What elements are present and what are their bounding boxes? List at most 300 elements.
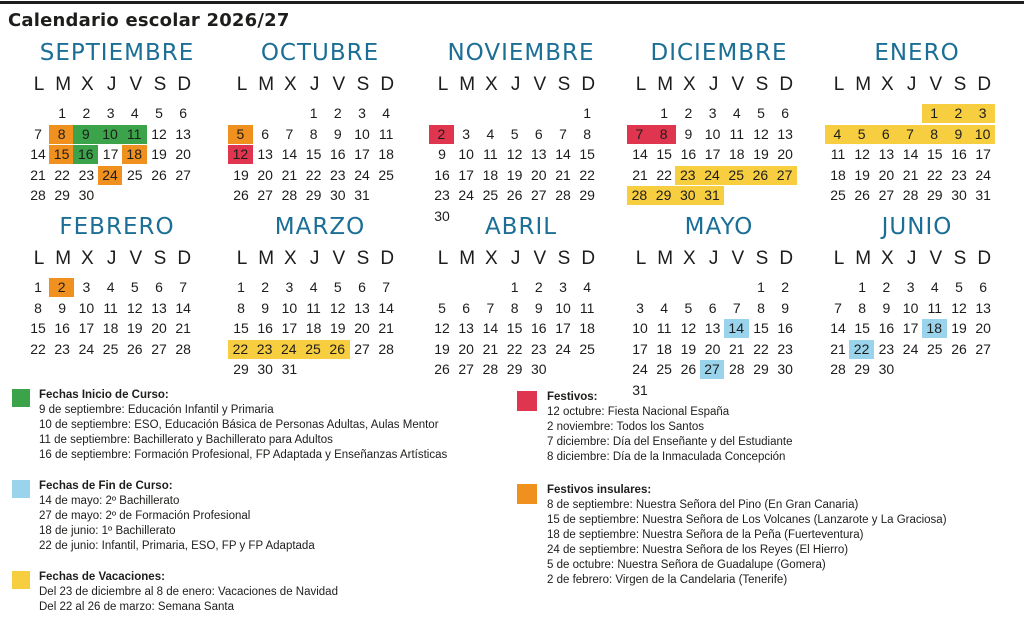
legend-red-swatch — [517, 391, 537, 411]
day-cell: 30 — [330, 187, 346, 203]
day-cell-yellow: 26 — [748, 166, 773, 185]
day-cell: 17 — [632, 340, 648, 357]
weekday-header: V — [929, 74, 943, 95]
day-cell: 1 — [34, 279, 42, 295]
day-cell: 22 — [579, 166, 595, 183]
day-cell: 31 — [975, 187, 991, 203]
day-cell: 24 — [354, 166, 370, 183]
month-title: FEBRERO — [59, 214, 175, 240]
weekday-header: L — [236, 74, 248, 95]
day-cell: 18 — [830, 166, 846, 183]
day-cell-orange: 18 — [122, 145, 147, 164]
day-cell: 20 — [531, 166, 547, 183]
day-cell: 24 — [902, 340, 919, 357]
day-cell: 17 — [704, 146, 721, 162]
day-cell: 20 — [354, 320, 370, 336]
weekday-header: X — [284, 74, 297, 95]
day-cell: 15 — [305, 146, 322, 162]
legend-line: 7 diciembre: Día del Enseñante y del Estudiante — [547, 436, 793, 448]
weekday-header: X — [81, 74, 94, 95]
weekday-header: M — [258, 248, 275, 269]
day-cell: 9 — [438, 146, 446, 162]
day-cell: 30 — [531, 361, 547, 377]
day-cell: 13 — [458, 320, 474, 336]
day-cell: 17 — [281, 320, 298, 336]
day-cell: 22 — [54, 166, 70, 183]
day-cell-yellow: 5 — [849, 125, 874, 144]
day-cell: 27 — [151, 340, 167, 357]
day-cell: 22 — [30, 340, 46, 357]
day-cell: 3 — [462, 125, 471, 142]
day-cell: 31 — [281, 361, 298, 377]
day-cell: 11 — [103, 299, 118, 316]
weekday-header: X — [485, 74, 498, 95]
day-cell: 16 — [257, 320, 273, 336]
day-cell: 26 — [680, 361, 697, 377]
day-cell: 18 — [729, 146, 745, 162]
day-cell: 10 — [78, 299, 95, 316]
day-cell: 28 — [378, 340, 394, 357]
day-cell: 16 — [434, 166, 450, 183]
day-cell: 1 — [583, 105, 592, 121]
day-cell-green: 11 — [122, 125, 147, 144]
day-cell: 20 — [151, 320, 167, 336]
day-cell-blue: 14 — [724, 319, 749, 338]
day-cell: 12 — [330, 299, 346, 316]
weekday-header: M — [855, 74, 872, 95]
weekday-header: S — [953, 74, 967, 95]
legend-line: 22 de junio: Infantil, Primaria, ESO, FP y FP Adaptada — [39, 540, 315, 552]
legend-title: Festivos: — [547, 391, 598, 403]
day-cell: 4 — [930, 279, 939, 295]
legend-title: Fechas Inicio de Curso: — [39, 389, 169, 401]
weekday-header: V — [731, 248, 745, 269]
day-cell: 29 — [305, 187, 322, 203]
day-cell: 30 — [78, 187, 95, 203]
weekday-header: L — [33, 74, 45, 95]
day-cell: 23 — [78, 166, 95, 183]
weekday-header: D — [581, 74, 596, 95]
weekday-header: M — [258, 74, 275, 95]
legend-yellow-swatch — [12, 571, 30, 589]
weekday-header: S — [153, 248, 167, 269]
day-cell: 28 — [175, 340, 191, 357]
weekday-header: D — [177, 74, 192, 95]
weekday-header: J — [309, 74, 320, 95]
day-cell-yellow: 28 — [627, 186, 652, 205]
day-cell-yellow: 9 — [946, 125, 971, 144]
day-cell: 12 — [506, 146, 523, 162]
weekday-header: J — [906, 74, 917, 95]
day-cell: 1 — [309, 105, 318, 121]
day-cell: 14 — [378, 299, 394, 316]
day-cell: 14 — [902, 146, 919, 162]
month-title: OCTUBRE — [260, 40, 380, 66]
month-title: MAYO — [684, 214, 754, 240]
weekday-header: D — [380, 74, 395, 95]
day-cell: 31 — [632, 381, 648, 398]
day-cell: 8 — [757, 299, 765, 316]
day-cell: 21 — [30, 166, 46, 183]
day-cell: 4 — [583, 279, 592, 295]
month-title: JUNIO — [881, 214, 953, 240]
day-cell: 28 — [902, 187, 919, 203]
day-cell: 25 — [830, 187, 846, 203]
day-cell: 14 — [555, 146, 571, 162]
day-cell: 23 — [434, 187, 450, 203]
weekday-header: X — [81, 248, 94, 269]
day-cell: 17 — [902, 320, 919, 336]
day-cell: 11 — [306, 299, 321, 316]
day-cell: 4 — [486, 125, 495, 142]
day-cell: 1 — [510, 279, 519, 295]
day-cell: 2 — [781, 279, 790, 295]
weekday-header: M — [657, 248, 674, 269]
day-cell: 24 — [632, 361, 648, 377]
day-cell: 4 — [106, 279, 115, 295]
day-cell: 8 — [858, 299, 867, 316]
weekday-header: D — [779, 74, 794, 95]
day-cell: 26 — [151, 166, 167, 183]
day-cell: 17 — [458, 166, 474, 183]
day-cell: 19 — [506, 166, 523, 183]
page-title: Calendario escolar 2026/27 — [8, 10, 290, 31]
day-cell-yellow: 25 — [301, 340, 326, 359]
day-cell: 10 — [281, 299, 298, 316]
day-cell: 24 — [555, 340, 571, 357]
day-cell: 19 — [680, 340, 697, 357]
day-cell: 30 — [951, 187, 967, 203]
day-cell: 7 — [179, 279, 188, 295]
day-cell: 10 — [902, 299, 919, 316]
legend-line: 24 de septiembre: Nuestra Señora de los Reyes (El Hierro) — [547, 544, 849, 556]
day-cell: 20 — [257, 166, 273, 183]
day-cell: 19 — [151, 146, 167, 162]
day-cell: 29 — [854, 361, 870, 377]
legend-title: Festivos insulares: — [547, 484, 652, 496]
day-cell: 11 — [656, 320, 672, 336]
day-cell: 6 — [781, 105, 790, 121]
legend-title: Fechas de Fin de Curso: — [39, 480, 173, 492]
weekday-header: V — [332, 74, 346, 95]
day-cell: 20 — [878, 166, 895, 183]
day-cell: 23 — [330, 166, 346, 183]
day-cell: 5 — [955, 279, 963, 295]
day-cell: 3 — [906, 279, 915, 295]
day-cell: 26 — [854, 187, 870, 203]
weekday-header: L — [437, 248, 449, 269]
day-cell: 27 — [257, 187, 273, 203]
day-cell: 20 — [458, 340, 474, 357]
day-cell: 12 — [680, 320, 697, 336]
day-cell: 17 — [975, 146, 991, 162]
day-cell: 6 — [261, 125, 270, 142]
day-cell: 18 — [102, 320, 119, 336]
day-cell: 23 — [531, 340, 547, 357]
month-title: MARZO — [274, 214, 366, 240]
weekday-header: V — [129, 74, 143, 95]
weekday-header: J — [906, 248, 917, 269]
legend-line: 8 diciembre: Día de la Inmaculada Concepción — [547, 451, 786, 463]
day-cell: 11 — [830, 146, 846, 162]
day-cell: 24 — [458, 187, 474, 203]
day-cell: 25 — [927, 340, 943, 357]
day-cell: 20 — [704, 340, 721, 357]
day-cell: 10 — [704, 125, 721, 142]
day-cell: 30 — [257, 361, 273, 377]
day-cell: 5 — [333, 279, 342, 295]
day-cell: 11 — [927, 299, 943, 316]
day-cell: 13 — [531, 146, 547, 162]
day-cell: 10 — [632, 320, 648, 336]
day-cell-yellow: 10 — [970, 125, 995, 144]
day-cell-red: 12 — [228, 145, 253, 164]
day-cell: 3 — [559, 279, 567, 295]
day-cell-yellow: 31 — [700, 186, 725, 205]
day-cell: 1 — [757, 279, 765, 295]
day-cell: 21 — [175, 320, 191, 336]
legend-line: 9 de septiembre: Educación Infantil y Primaria — [39, 404, 274, 416]
day-cell: 26 — [506, 187, 523, 203]
day-cell: 18 — [579, 320, 595, 336]
day-cell-yellow: 7 — [898, 125, 923, 144]
day-cell: 15 — [927, 146, 943, 162]
day-cell: 27 — [878, 187, 895, 203]
day-cell-orange: 5 — [228, 125, 253, 144]
day-cell: 16 — [330, 146, 346, 162]
weekday-header: S — [153, 74, 167, 95]
day-cell-yellow: 29 — [651, 186, 676, 205]
day-cell-yellow: 24 — [700, 166, 725, 185]
day-cell: 22 — [305, 166, 322, 183]
day-cell: 17 — [78, 320, 95, 336]
day-cell: 18 — [482, 166, 499, 183]
day-cell-yellow: 3 — [970, 104, 995, 123]
day-cell: 6 — [979, 279, 988, 295]
top-rule — [0, 1, 1024, 4]
day-cell: 13 — [878, 146, 895, 162]
day-cell: 15 — [233, 320, 249, 336]
day-cell: 13 — [704, 320, 721, 336]
legend-line: 8 de septiembre: Nuestra Señora del Pino (En Gran Canaria) — [547, 499, 859, 511]
day-cell: 25 — [378, 166, 394, 183]
weekday-header: J — [510, 74, 521, 95]
day-cell-yellow: 8 — [922, 125, 947, 144]
legend-title: Fechas de Vacaciones: — [39, 571, 165, 583]
day-cell: 2 — [534, 279, 543, 295]
day-cell: 20 — [975, 320, 991, 336]
day-cell: 6 — [708, 299, 717, 316]
day-cell: 29 — [753, 361, 769, 377]
legend-orange-swatch — [517, 484, 537, 504]
day-cell: 28 — [555, 187, 571, 203]
weekday-header: J — [708, 248, 719, 269]
day-cell: 9 — [684, 125, 693, 142]
day-cell-blue: 27 — [700, 360, 725, 379]
day-cell: 28 — [482, 361, 499, 377]
day-cell: 22 — [753, 340, 769, 357]
day-cell: 30 — [777, 361, 793, 377]
day-cell: 21 — [902, 166, 919, 183]
day-cell: 5 — [438, 299, 446, 316]
day-cell: 6 — [358, 279, 366, 295]
weekday-header: J — [106, 248, 117, 269]
day-cell: 17 — [102, 146, 119, 162]
day-cell: 19 — [753, 146, 769, 162]
day-cell-blue: 18 — [922, 319, 947, 338]
day-cell-green: 10 — [98, 125, 123, 144]
day-cell: 28 — [830, 361, 846, 377]
day-cell: 7 — [834, 299, 842, 316]
day-cell: 1 — [237, 279, 245, 295]
day-cell: 29 — [506, 361, 523, 377]
weekday-header: L — [437, 74, 449, 95]
day-cell: 31 — [354, 187, 370, 203]
day-cell: 6 — [534, 125, 543, 142]
day-cell: 2 — [82, 105, 91, 121]
day-cell: 7 — [732, 299, 741, 316]
day-cell: 11 — [579, 299, 595, 316]
day-cell-yellow: 26 — [325, 340, 350, 359]
day-cell: 13 — [354, 299, 370, 316]
day-cell: 16 — [54, 320, 70, 336]
day-cell: 19 — [127, 320, 143, 336]
day-cell: 14 — [632, 146, 648, 162]
day-cell: 17 — [555, 320, 571, 336]
day-cell: 21 — [632, 166, 648, 183]
day-cell: 23 — [777, 340, 793, 357]
day-cell: 11 — [378, 125, 394, 142]
day-cell: 29 — [579, 187, 595, 203]
legend-line: 10 de septiembre: ESO, Educación Básica de Personas Adultas, Aulas Mentor — [39, 419, 439, 431]
day-cell: 8 — [34, 299, 42, 316]
day-cell: 16 — [951, 146, 967, 162]
month-title: ENERO — [874, 40, 960, 66]
legend-line: 27 de mayo: 2º de Formación Profesional — [39, 510, 251, 522]
legend-blue-swatch — [12, 480, 30, 498]
weekday-header: V — [731, 74, 745, 95]
day-cell: 15 — [579, 146, 595, 162]
legend-line: Del 23 de diciembre al 8 de enero: Vacaciones de Navidad — [39, 586, 338, 598]
day-cell: 4 — [130, 105, 139, 121]
weekday-header: S — [356, 248, 370, 269]
day-cell-blue: 22 — [849, 340, 874, 359]
day-cell-yellow: 6 — [873, 125, 898, 144]
day-cell: 25 — [579, 340, 595, 357]
day-cell-red: 8 — [651, 125, 676, 144]
day-cell: 26 — [127, 340, 143, 357]
day-cell: 9 — [534, 299, 543, 316]
legend-line: 2 de febrero: Virgen de la Candelaria (Tenerife) — [547, 574, 788, 586]
day-cell: 18 — [305, 320, 322, 336]
day-cell: 4 — [732, 105, 741, 121]
day-cell: 30 — [434, 207, 450, 224]
day-cell: 30 — [878, 361, 895, 377]
day-cell: 17 — [354, 146, 370, 162]
weekday-header: V — [929, 248, 943, 269]
day-cell: 21 — [482, 340, 499, 357]
day-cell: 13 — [975, 299, 991, 316]
day-cell: 25 — [482, 187, 499, 203]
day-cell: 14 — [482, 320, 499, 336]
day-cell: 18 — [656, 340, 672, 357]
day-cell: 24 — [975, 166, 991, 183]
day-cell: 26 — [434, 361, 450, 377]
month-title: SEPTIEMBRE — [39, 40, 195, 66]
day-cell: 3 — [106, 105, 115, 121]
weekday-header: M — [459, 74, 476, 95]
month-title: ABRIL — [484, 214, 558, 240]
day-cell: 26 — [951, 340, 967, 357]
day-cell-yellow: 24 — [276, 340, 301, 359]
day-cell: 2 — [333, 105, 342, 121]
weekday-header: D — [177, 248, 192, 269]
weekday-header: D — [581, 248, 596, 269]
day-cell: 29 — [54, 187, 70, 203]
day-cell: 28 — [281, 187, 298, 203]
day-cell: 8 — [309, 125, 318, 142]
day-cell: 22 — [506, 340, 523, 357]
weekday-header: S — [356, 74, 370, 95]
legend-line: 15 de septiembre: Nuestra Señora de Los Volcanes (Lanzarote y La Graciosa) — [547, 514, 947, 526]
day-cell: 2 — [261, 279, 270, 295]
day-cell: 27 — [975, 340, 991, 357]
legend-line: Del 22 al 26 de marzo: Semana Santa — [39, 601, 234, 613]
day-cell: 20 — [175, 146, 191, 162]
day-cell-orange: 24 — [98, 166, 123, 185]
legend-line: 18 de septiembre: Nuestra Señora de la Peña (Fuerteventura) — [547, 529, 864, 541]
day-cell: 5 — [130, 279, 139, 295]
day-cell: 6 — [155, 279, 163, 295]
day-cell-orange: 2 — [49, 278, 74, 297]
day-cell: 29 — [233, 361, 249, 377]
day-cell: 1 — [858, 279, 867, 295]
legend-green-swatch — [12, 389, 30, 407]
day-cell: 22 — [927, 166, 943, 183]
day-cell: 19 — [854, 166, 870, 183]
day-cell-red: 7 — [627, 125, 652, 144]
weekday-header: J — [708, 74, 719, 95]
day-cell: 5 — [757, 105, 765, 121]
day-cell-orange: 8 — [49, 125, 74, 144]
day-cell: 15 — [656, 146, 672, 162]
day-cell: 19 — [951, 320, 967, 336]
day-cell: 9 — [261, 299, 270, 316]
day-cell: 15 — [506, 320, 523, 336]
day-cell: 23 — [878, 340, 895, 357]
day-cell: 8 — [237, 299, 245, 316]
day-cell-yellow: 4 — [825, 125, 850, 144]
day-cell: 29 — [927, 187, 943, 203]
day-cell: 16 — [680, 146, 697, 162]
day-cell: 18 — [378, 146, 394, 162]
day-cell: 12 — [854, 146, 870, 162]
day-cell: 27 — [354, 340, 370, 357]
weekday-header: M — [459, 248, 476, 269]
weekday-header: V — [533, 74, 547, 95]
day-cell: 12 — [951, 299, 967, 316]
weekday-header: M — [55, 74, 72, 95]
day-cell-yellow: 1 — [922, 104, 947, 123]
day-cell: 6 — [462, 299, 471, 316]
day-cell-yellow: 23 — [252, 340, 277, 359]
day-cell: 2 — [684, 105, 693, 121]
day-cell: 28 — [729, 361, 745, 377]
day-cell: 2 — [882, 279, 891, 295]
legend-line: 14 de mayo: 2º Bachillerato — [39, 495, 180, 507]
day-cell: 16 — [531, 320, 547, 336]
day-cell: 14 — [30, 146, 46, 162]
